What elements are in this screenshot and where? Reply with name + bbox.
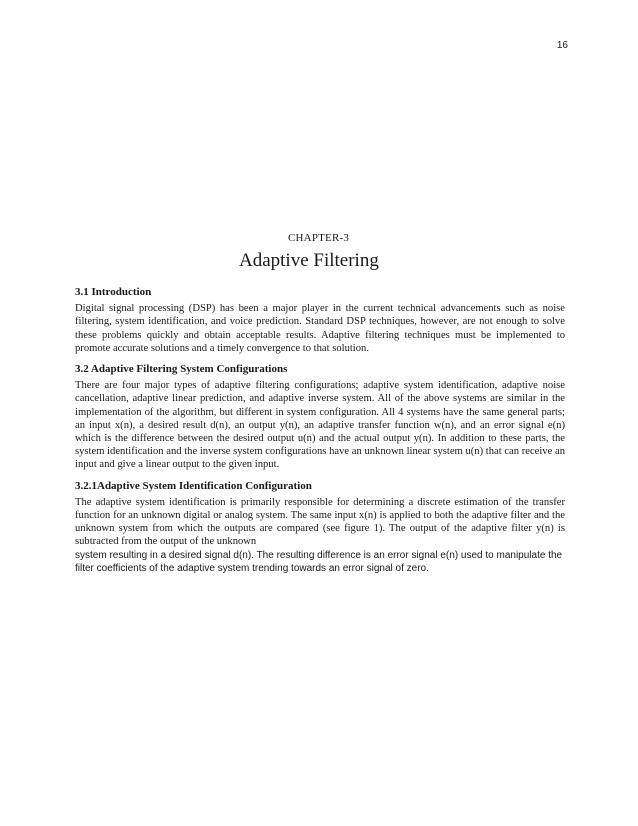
chapter-title: Adaptive Filtering — [239, 250, 379, 271]
paragraph-configurations: There are four major types of adaptive filtering configurations; adaptive system identification, adaptive noise cancellation, adaptive linear prediction, and adaptive inverse system. All of the above systems are similar in the implementation of the algorithm, but different in system configuration. All 4 systems have the same general parts; an input x(n), a desired result d(n), an output y(n), an adaptive transfer function w(n), and an error signal e(n) which is the difference between the desired output u(n) and the actual output y(n). In addition to these parts, the system identification and the inverse system configurations have an unknown linear system u(n) that can receive an input and give a linear output to the given input. — [75, 380, 565, 471]
section-heading-system-identification: 3.2.1Adaptive System Identification Configuration — [75, 479, 312, 492]
chapter-label: CHAPTER-3 — [288, 232, 350, 244]
body-content — [75, 286, 565, 584]
paragraph-system-identification-continued: system resulting in a desired signal d(n). The resulting difference is an error signal e(n) used to manipulate the filter coefficients of the adaptive system trending towards an error signal of zero. — [75, 549, 563, 575]
paragraph-system-identification: The adaptive system identification is primarily responsible for determining a discrete estimation of the transfer function for an unknown digital or analog system. The same input x(n) is applied to both the adaptive filter and the unknown system from which the outputs are compared (see figure 1). The output of the adaptive filter y(n) is subtracted from the output of the unknown — [75, 496, 565, 548]
section-heading-configurations: 3.2 Adaptive Filtering System Configurations — [75, 363, 288, 376]
paragraph-introduction: Digital signal processing (DSP) has been a major player in the current technical advancements such as noise filtering, system identification, and voice prediction. Standard DSP techniques, however, are not enough to solve these problems quickly and obtain acceptable results. Adaptive filtering techniques must be implemented to promote accurate solutions and a timely convergence to that solution. — [75, 303, 565, 354]
page-number: 16 — [556, 40, 568, 51]
section-heading-introduction: 3.1 Introduction — [75, 286, 152, 298]
